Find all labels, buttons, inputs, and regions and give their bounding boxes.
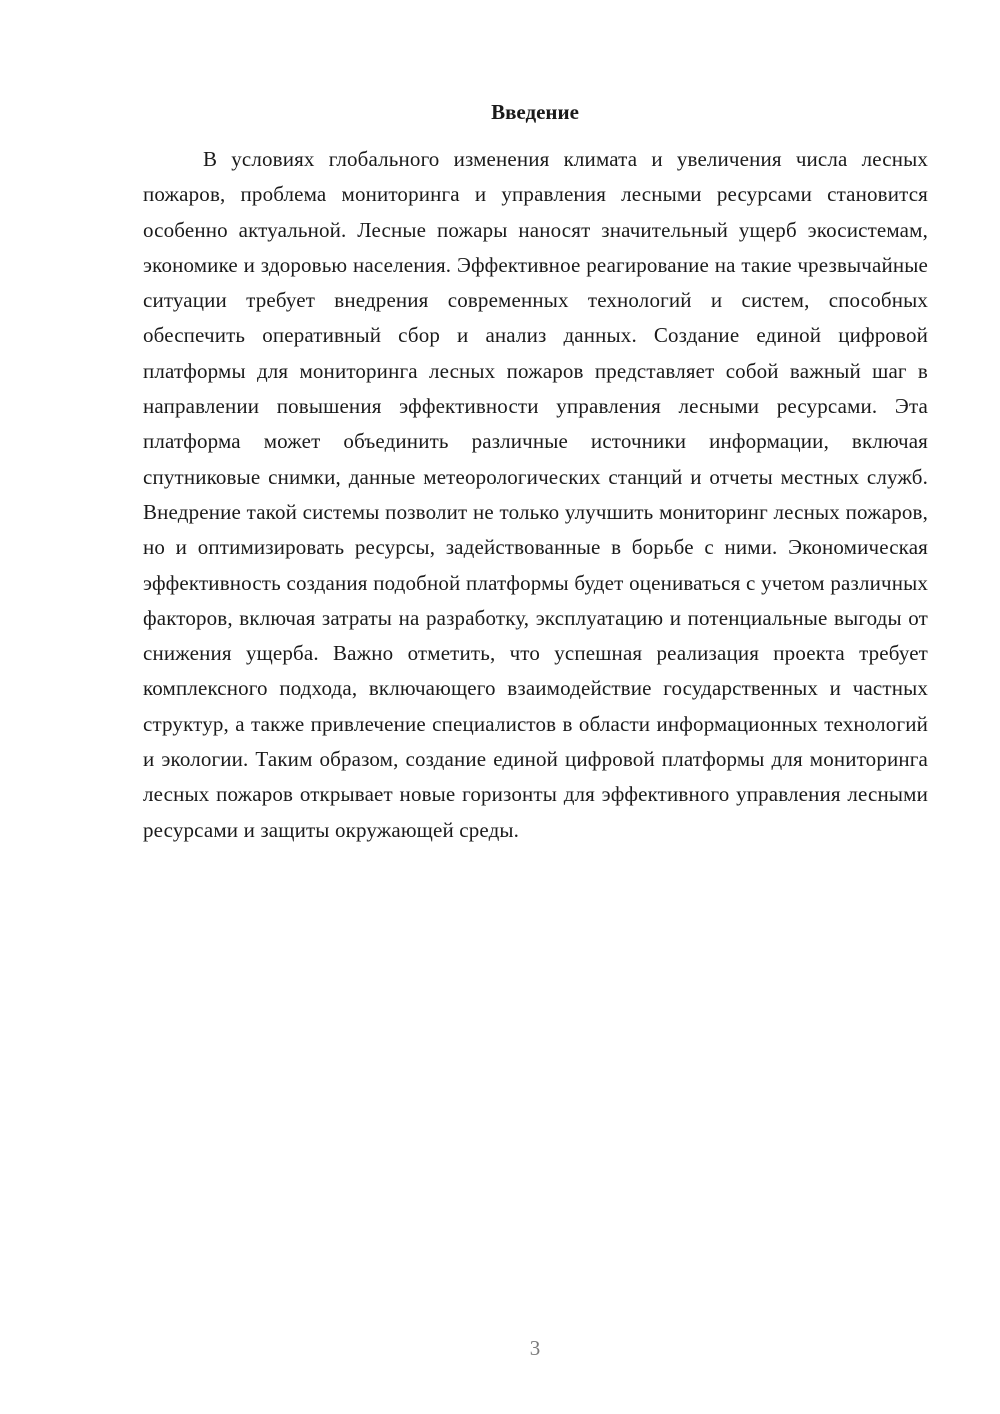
page-number: 3: [529, 1336, 541, 1360]
section-heading: Введение: [491, 100, 579, 124]
introduction-paragraph: В условиях глобального изменения климата и увеличения числа лесных пожаров, проблема мониторинга и управления лесными ресурсами становится особенно актуальной. Лесные пожары наносят значительный ущерб экосистемам, экономике и здоровью населения. Эффективное реагирование на такие чрезвычайные ситуации требует внедрения современных технологий и систем, способных обеспечить оперативный сбор и анализ данных. Создание единой цифровой платформы для мониторинга лесных пожаров представляет собой важный шаг в направлении повышения эффективности управления лесными ресурсами. Эта платформа может объединить различные источники информации, включая спутниковые снимки, данные метеорологических станций и отчеты местных служб. Внедрение такой системы позволит не только улучшить мониторинг лесных пожаров, но и оптимизировать ресурсы, задействованные в борьбе с ними. Экономическая эффективность создания подобной платформы будет оцениваться с учетом различных факторов, включая затраты на разработку, эксплуатацию и потенциальные выгоды от снижения ущерба. Важно отметить, что успешная реализация проекта требует комплексного подхода, включающего взаимодействие государственных и частных структур, а также привлечение специалистов в области информационных технологий и экологии. Таким образом, создание единой цифровой платформы для мониторинга лесных пожаров открывает новые горизонты для эффективного управления лесными ресурсами и защиты окружающей среды.: [143, 147, 928, 842]
